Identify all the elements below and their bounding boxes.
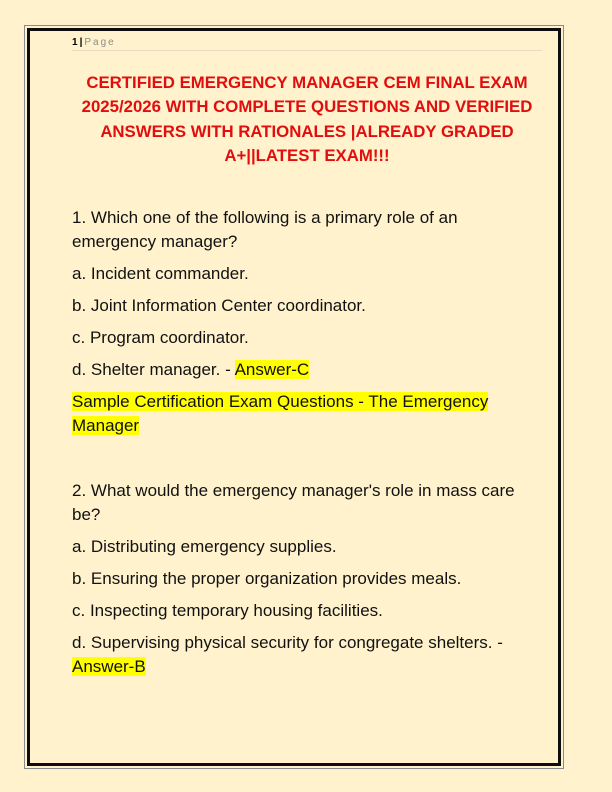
option-a: a. Incident commander. (72, 264, 249, 283)
document-title: CERTIFIED EMERGENCY MANAGER CEM FINAL EXAM 2025/2026 WITH COMPLETE QUESTIONS AND VERIFIED ANSWERS WITH RATIONALES |ALREADY GRADED A+||LATEST EXAM!!! (81, 73, 533, 165)
option-d-text: d. Supervising physical security for congregate shelters. - (72, 633, 503, 652)
question-spacer (72, 438, 542, 479)
option-c: c. Inspecting temporary housing facilities. (72, 601, 383, 620)
answer-highlight: Answer-C (234, 360, 310, 379)
document-body (72, 206, 542, 687)
question-text: 2. What would the emergency manager's role in mass care be? (72, 481, 515, 524)
page-number: 1 (72, 37, 78, 48)
option-a: a. Distributing emergency supplies. (72, 537, 337, 556)
option-c: c. Program coordinator. (72, 328, 249, 347)
option-b: b. Joint Information Center coordinator. (72, 296, 366, 315)
page-header (72, 36, 542, 51)
option-d (72, 631, 542, 679)
answer-highlight: Answer-B (72, 657, 146, 676)
header-separator: | (79, 37, 83, 48)
option-d (72, 358, 542, 382)
question-2 (72, 479, 542, 679)
question-text: 1. Which one of the following is a primary role of an emergency manager? (72, 208, 458, 251)
rationale (72, 390, 542, 438)
page-label: Page (84, 37, 116, 48)
rationale-highlight: Sample Certification Exam Questions - The Emergency Manager (72, 392, 489, 435)
option-d-text: d. Shelter manager. - (72, 360, 231, 379)
option-b: b. Ensuring the proper organization provides meals. (72, 569, 462, 588)
question-1 (72, 206, 542, 438)
